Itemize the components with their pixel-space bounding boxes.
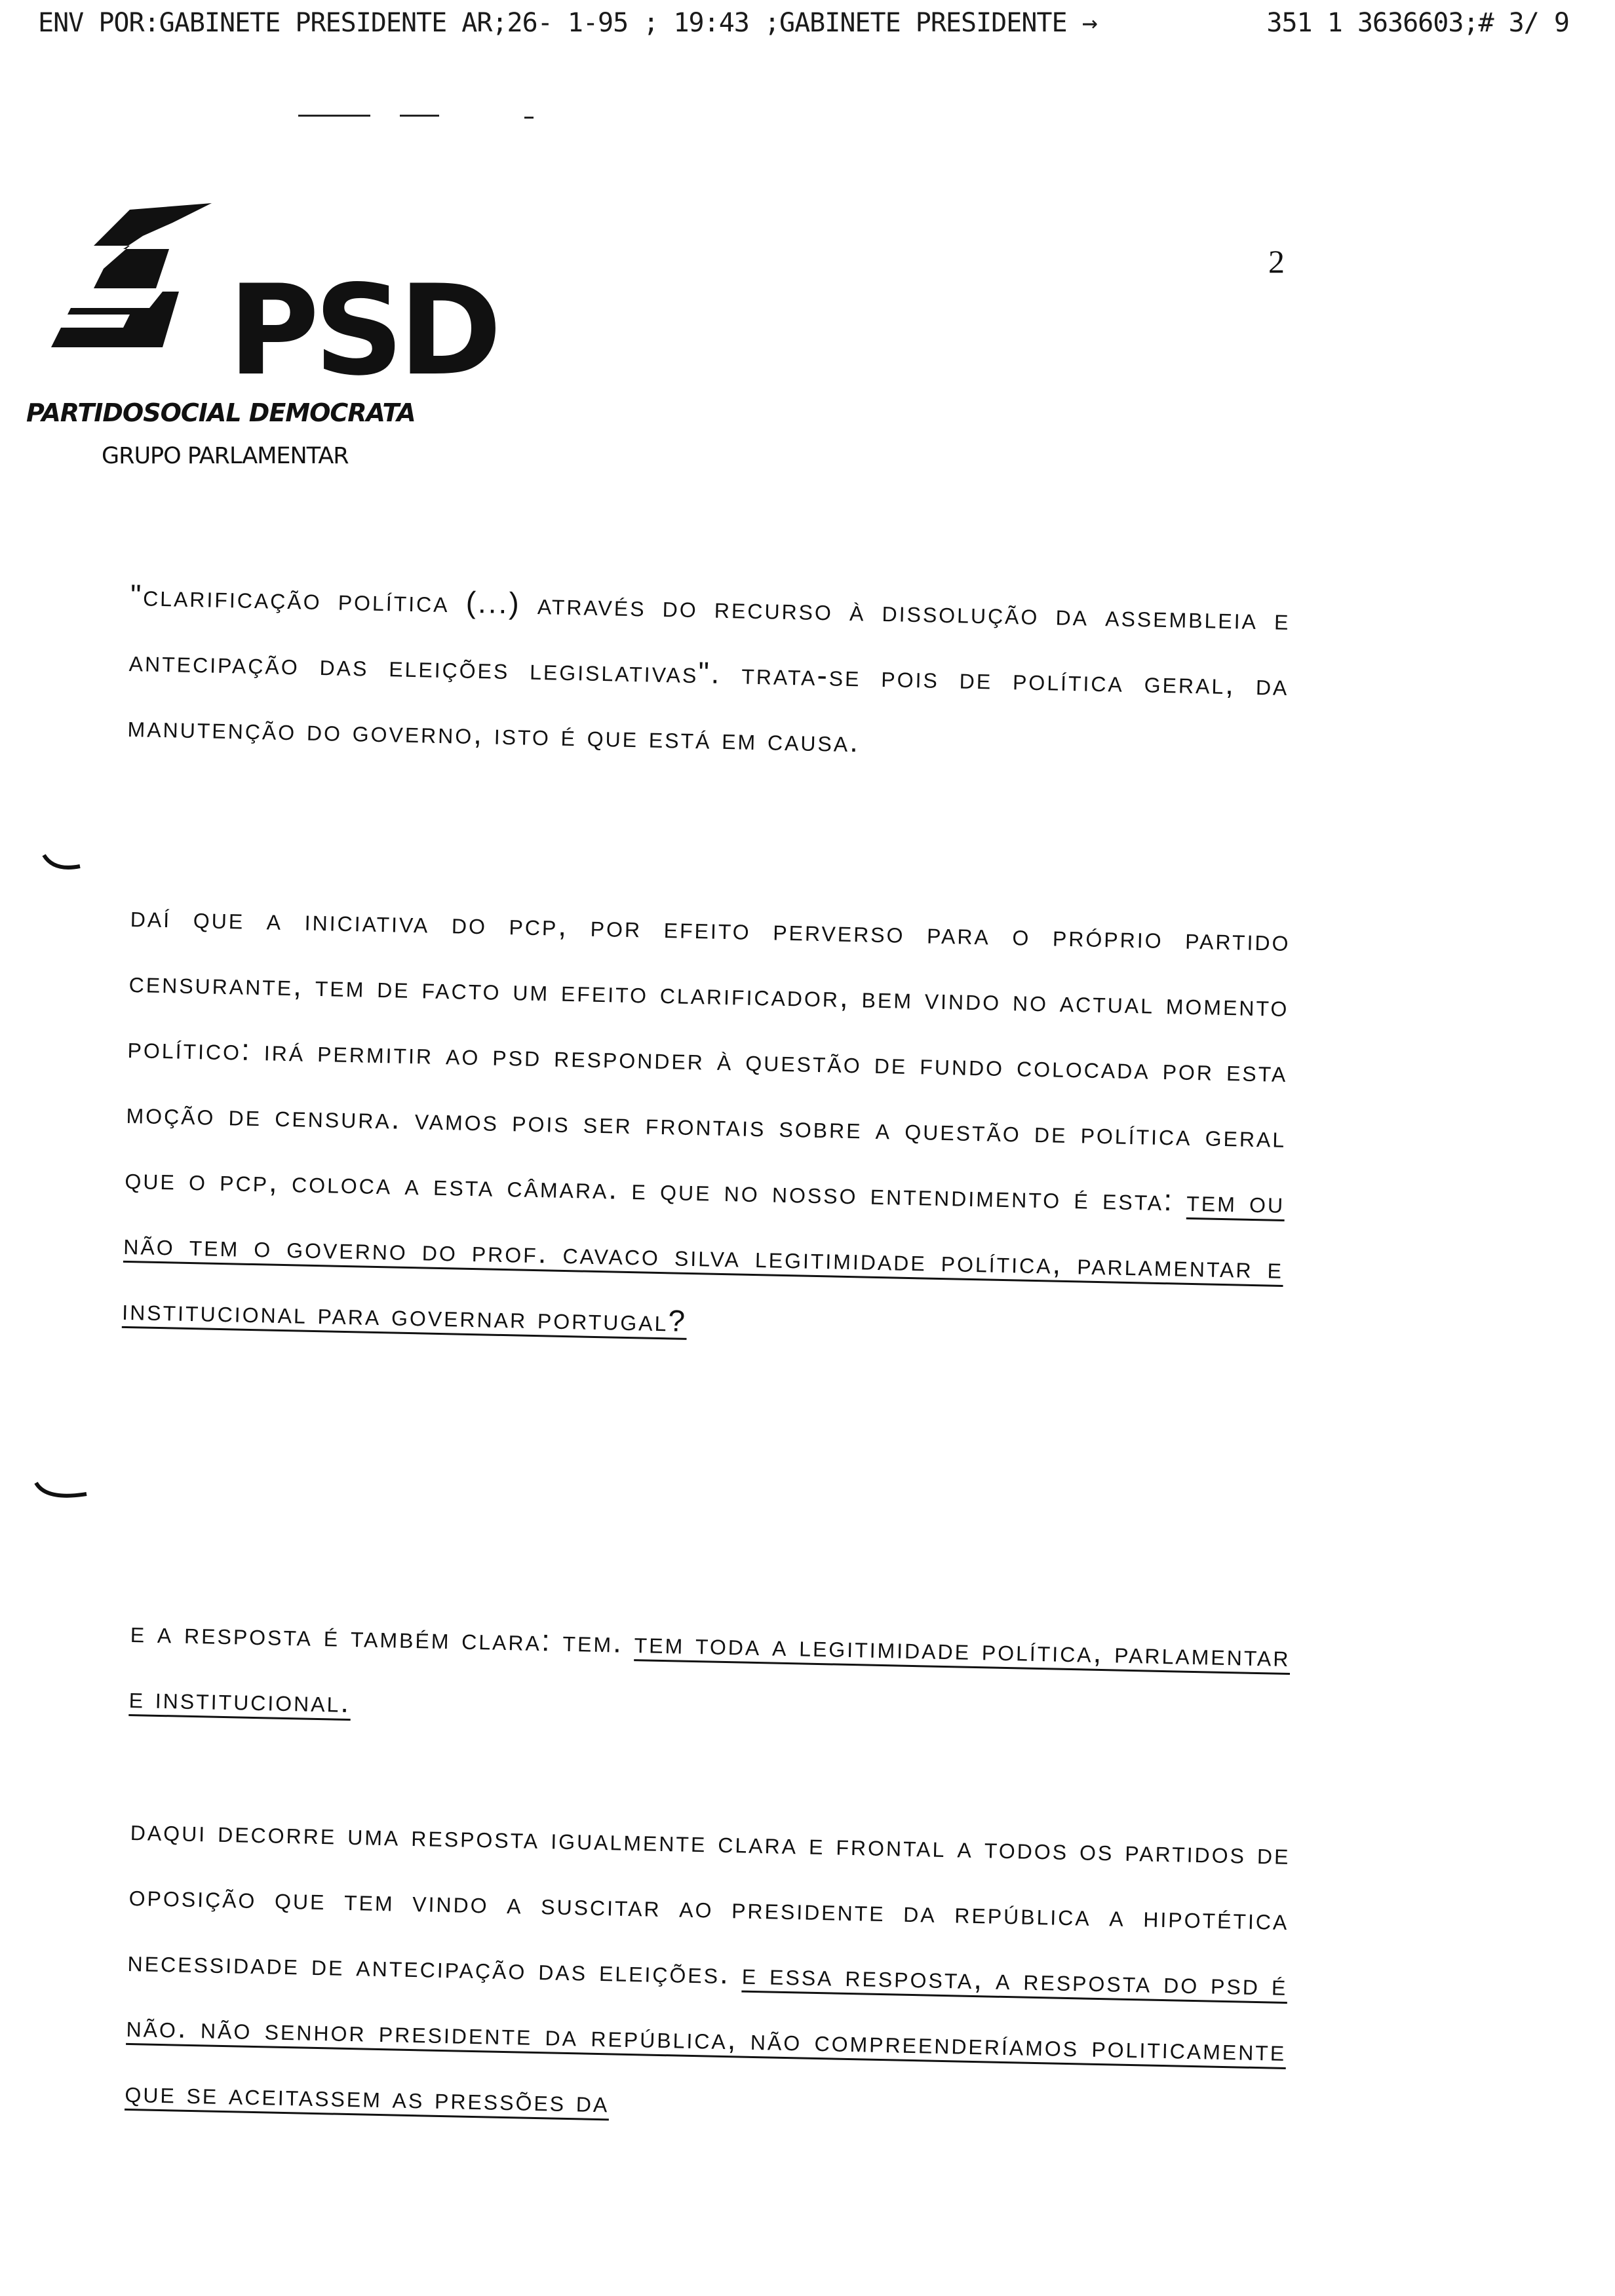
scan-artifact-line — [400, 115, 439, 117]
psd-logo-wordmark: PSD — [228, 258, 497, 403]
paragraph — [127, 562, 1291, 783]
page-number: 2 — [1268, 243, 1285, 280]
fax-header-number: 351 1 3636603;# 3/ 9 — [1266, 8, 1569, 38]
party-name: PARTIDOSOCIAL DEMOCRATA — [26, 398, 416, 427]
fax-transmission-header — [38, 8, 1569, 47]
scan-artifact-line — [298, 115, 370, 117]
underlined-text-segment: tem ou não tem o governo do prof. cavaco silva legitimidade política, parlamentar e institucional para governar portugal? — [121, 1183, 1285, 1338]
psd-arrow-emblem-icon — [31, 197, 228, 367]
scan-artifact-line — [524, 117, 534, 119]
text-segment: e a resposta é também clara: tem. — [130, 1614, 635, 1660]
text-segment: daqui decorre uma resposta igualmente clara e frontal a todos os partidos de oposição que tem vindo a suscitar ao presidente da república a hipotética necessidade de antecipação das eleições. — [127, 1812, 1291, 1991]
psd-logo — [31, 197, 516, 403]
underlined-text-segment: e essa resposta, a resposta do psd é não. não senhor presidente da república, não compreenderíamos politicamente que se aceitassem as pressões da — [125, 1956, 1288, 2119]
text-segment: "clarificação política (...) através do recurso à dissolução da assembleia e antecipação das eleições legislativas". trata-se pois de política geral, da manutenção do governo, isto é que está em causa. — [127, 577, 1291, 759]
paragraph — [128, 1599, 1291, 1754]
underlined-text-segment: tem toda a legitimidade política, parlamentar e institucional. — [128, 1625, 1291, 1719]
margin-check-mark-icon — [41, 852, 87, 878]
margin-check-mark-icon — [33, 1480, 92, 1506]
fax-header-sender: ENV POR:GABINETE PRESIDENTE AR;26- 1-95 ; 19:43 ;GABINETE PRESIDENTE → — [38, 8, 1097, 38]
text-segment: daí que a iniciativa do pcp, por efeito perverso para o próprio partido censurante, tem de facto um efeito clarificador, bem vindo no actual momento político: irá permitir ao psd responder à questão de fundo colocada por esta moção de censura. vamos pois ser frontais sobre a questão de política geral que o pcp, coloca a esta câmara. e que no nosso entendimento é esta: — [125, 898, 1291, 1217]
paragraph — [121, 883, 1291, 1366]
parliamentary-group: GRUPO PARLAMENTAR — [102, 443, 349, 469]
paragraph — [125, 1797, 1291, 2149]
